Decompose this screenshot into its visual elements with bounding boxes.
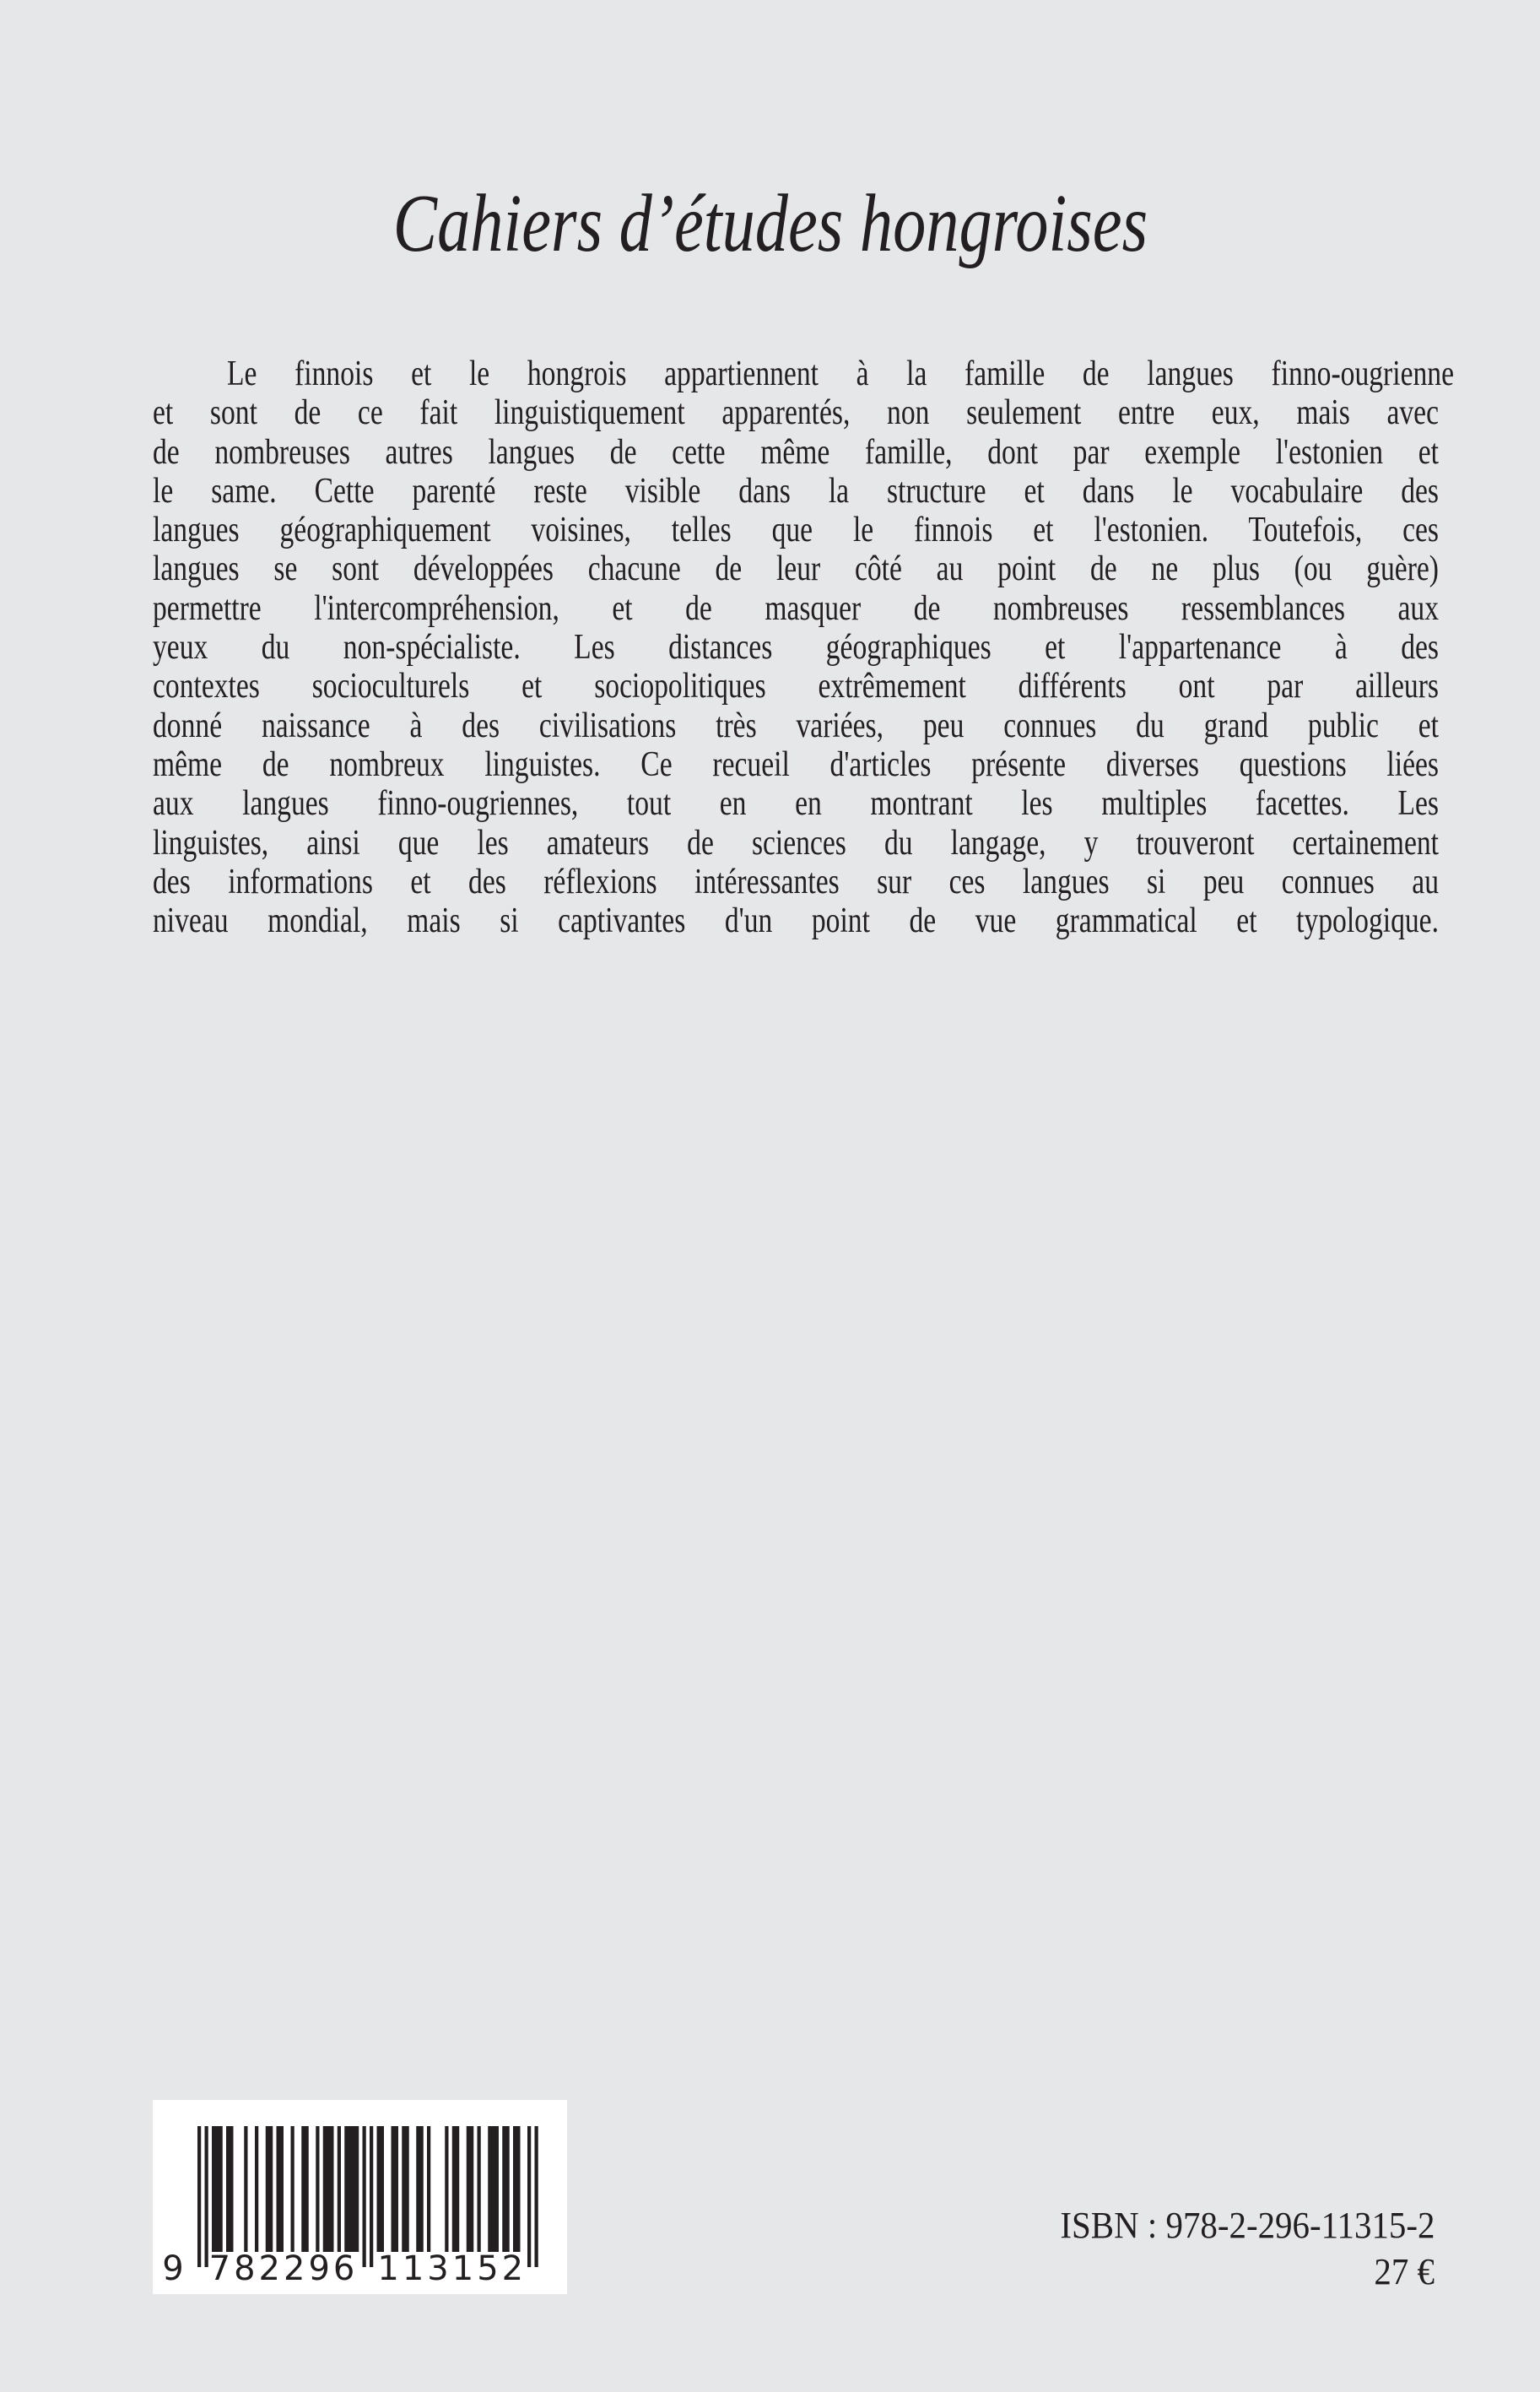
blurb-line bbox=[153, 511, 1439, 549]
blurb-line-text: aux langues finno-ougriennes, tout en en montrant les multiples facettes. Les bbox=[153, 784, 1439, 824]
blurb-line bbox=[153, 433, 1439, 472]
blurb-line-text: langues se sont développées chacune de leur côté au point de ne plus (ou guère) bbox=[153, 549, 1439, 589]
isbn-label bbox=[1032, 2205, 1435, 2247]
svg-text:113152: 113152 bbox=[377, 2249, 527, 2288]
blurb-line-text: des informations et des réflexions intéressantes sur ces langues si peu connues au bbox=[153, 862, 1439, 901]
svg-text:782296: 782296 bbox=[208, 2249, 359, 2288]
series-title-text: Cahiers d’études hongroises bbox=[392, 178, 1148, 269]
blurb-line-text: Le finnois et le hongrois appartiennent à la famille de langues finno-ougrienne bbox=[226, 354, 1454, 393]
blurb-line-text: niveau mondial, mais si captivantes d'un point de vue grammatical et typologique. bbox=[153, 901, 1439, 941]
blurb-line-text: contextes socioculturels et sociopolitiques extrêmement différents ont par ailleurs bbox=[153, 667, 1439, 706]
blurb-line bbox=[153, 354, 1454, 393]
blurb-line-text: linguistes, ainsi que les amateurs de sciences du langage, y trouveront certainement bbox=[153, 823, 1439, 863]
blurb-line-text: permettre l'intercompréhension, et de masquer de nombreuses ressemblances aux bbox=[153, 588, 1439, 628]
series-title bbox=[0, 173, 1540, 274]
blurb-line-text: langues géographiquement voisines, telles que le finnois et l'estonien. Toutefois, ces bbox=[153, 511, 1439, 550]
barcode bbox=[153, 2100, 567, 2294]
blurb-line bbox=[153, 863, 1439, 901]
blurb-line bbox=[153, 628, 1439, 667]
blurb-line bbox=[153, 745, 1439, 784]
blurb-line-text: de nombreuses autres langues de cette même famille, dont par exemple l'estonien et bbox=[153, 432, 1439, 472]
blurb-line bbox=[153, 901, 1439, 940]
blurb-line-text: et sont de ce fait linguistiquement apparentés, non seulement entre eux, mais avec bbox=[153, 393, 1439, 433]
blurb-line bbox=[153, 472, 1439, 511]
back-cover-blurb bbox=[153, 354, 1454, 941]
blurb-line bbox=[153, 706, 1439, 745]
ean13-barcode-graphic bbox=[153, 2100, 567, 2294]
blurb-line bbox=[153, 824, 1439, 863]
blurb-line bbox=[153, 393, 1439, 432]
blurb-line bbox=[153, 589, 1439, 628]
blurb-line bbox=[153, 784, 1439, 823]
isbn-text: ISBN : 978-2-296-11315-2 bbox=[1059, 2205, 1435, 2246]
blurb-line-text: le same. Cette parenté reste visible dans la structure et dans le vocabulaire des bbox=[153, 471, 1439, 511]
price-label bbox=[1370, 2251, 1435, 2293]
svg-text:9: 9 bbox=[162, 2249, 184, 2288]
blurb-line bbox=[153, 549, 1439, 588]
blurb-line-text: donné naissance à des civilisations très variées, peu connues du grand public et bbox=[153, 706, 1439, 745]
blurb-line bbox=[153, 667, 1439, 706]
blurb-line-text: yeux du non-spécialiste. Les distances géographiques et l'appartenance à des bbox=[153, 628, 1439, 668]
blurb-line-text: même de nombreux linguistes. Ce recueil d'articles présente diverses questions liées bbox=[153, 744, 1439, 784]
price-text: 27 € bbox=[1374, 2251, 1435, 2292]
